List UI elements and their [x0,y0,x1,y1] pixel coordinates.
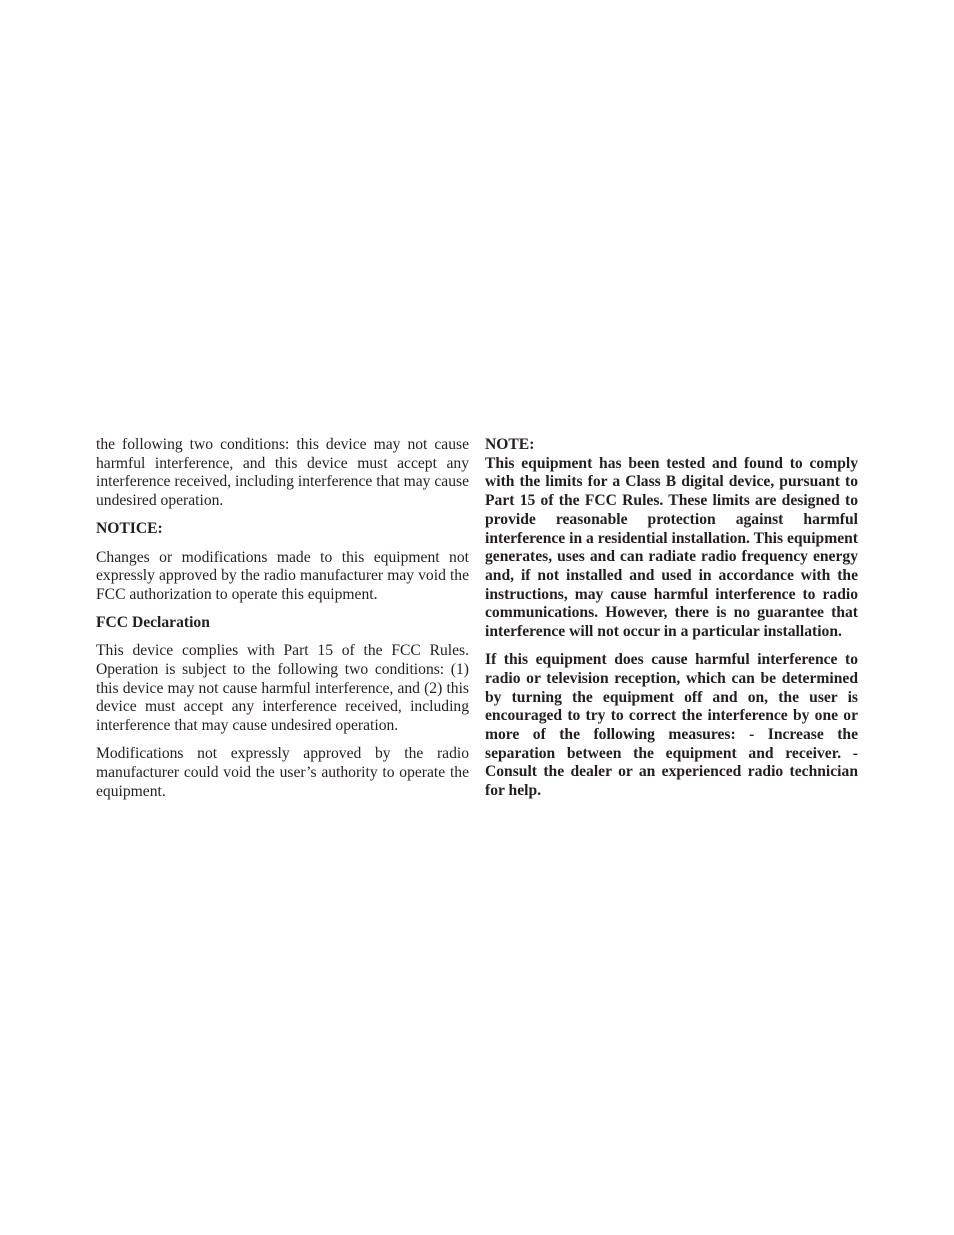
note-heading: NOTE: [485,436,535,453]
note-paragraph-2: If this equipment does cause harmful interference to radio or television reception, which can be determined by turning the equipment off and on, the user is encouraged to try to correct the interference by one or more of the following measures: - Increase the separation between the equipment and receiver. - Consult the dealer or an experienced radio technician for help. [485,651,858,800]
notice-heading: NOTICE: [96,520,163,538]
right-column [485,436,858,810]
notice-paragraph: Changes or modifications made to this equipment not expressly approved by the radio manufacturer may void the FCC authorization to operate this equipment. [96,548,469,603]
left-column [96,436,469,811]
continued-paragraph: the following two conditions: this device may not cause harmful interference, and this device must accept any interference received, including interference that may cause undesired operation. [96,436,469,510]
modifications-paragraph: Modifications not expressly approved by the radio manufacturer could void the user’s authority to operate the equipment. [96,745,469,800]
note-paragraph-1: This equipment has been tested and found to comply with the limits for a Class B digital device, pursuant to Part 15 of the FCC Rules. These limits are designed to provide reasonable protection against harmful interference in a residential installation. This equipment generates, uses and can radiate radio frequency energy and, if not installed and used in accordance with the instructions, may cause harmful interference to radio communications. However, there is no guarantee that interference will not occur in a particular installation. [485,454,858,641]
fcc-declaration-heading: FCC Declaration [96,614,210,632]
fcc-declaration-paragraph: This device complies with Part 15 of the FCC Rules. Operation is subject to the following two conditions: (1) this device may not cause harmful interference, and (2) this device must accept any interference received, including interference that may cause undesired operation. [96,642,469,735]
